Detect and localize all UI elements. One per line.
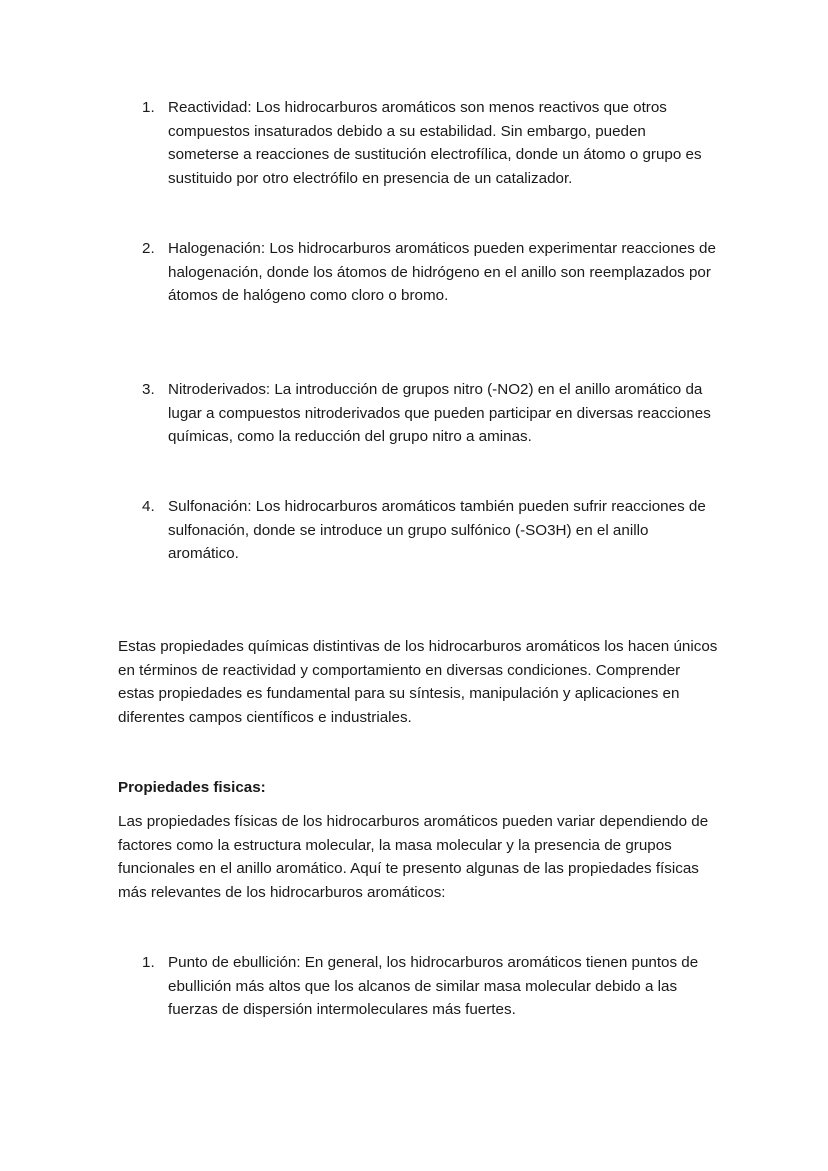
physical-intro-paragraph: Las propiedades físicas de los hidrocarburos aromáticos pueden variar dependiendo de factores como la estructura molecular, la masa molecular y la presencia de grupos funcionales en el anillo aromático. Aquí te presento algunas de las propiedades físicas más relevantes de los hidrocarburos aromáticos:: [118, 813, 709, 901]
list-item-text: Halogenación: Los hidrocarburos aromáticos pueden experimentar reacciones de halogenación, donde los átomos de hidrógeno en el anillo son reemplazados por átomos de halógeno como cloro o bromo.: [168, 240, 716, 304]
list-item-text: Sulfonación: Los hidrocarburos aromáticos también pueden sufrir reacciones de sulfonación, donde se introduce un grupo sulfónico (-SO3H) en el anillo aromático.: [168, 498, 706, 562]
section-heading: Propiedades fisicas:: [118, 779, 266, 796]
summary-paragraph: Estas propiedades químicas distintivas de los hidrocarburos aromáticos los hacen únicos en términos de reactividad y comportamiento en diversas condiciones. Comprender estas propiedades es fundamental para su síntesis, manipulación y aplicaciones en diferentes campos científicos e industriales.: [118, 638, 718, 726]
list-item-text: Nitroderivados: La introducción de grupos nitro (-NO2) en el anillo aromático da lugar a compuestos nitroderivados que pueden participar en diversas reacciones químicas, como la reducción del grupo nitro a aminas.: [168, 381, 711, 445]
list-number: 1.: [142, 99, 155, 116]
list-item-text: Punto de ebullición: En general, los hidrocarburos aromáticos tienen puntos de ebullición más altos que los alcanos de similar masa molecular debido a las fuerzas de dispersión intermoleculares más fuertes.: [168, 954, 699, 1018]
list-number: 1.: [142, 954, 155, 971]
list-number: 3.: [142, 381, 155, 398]
list-item-text: Reactividad: Los hidrocarburos aromáticos son menos reactivos que otros compuestos insaturados debido a su estabilidad. Sin embargo, pueden someterse a reacciones de sustitución electrofílica, donde un átomo o grupo es sustituido por otro electrófilo en presencia de un catalizador.: [168, 99, 702, 187]
list-number: 2.: [142, 240, 155, 257]
list-number: 4.: [142, 498, 155, 515]
